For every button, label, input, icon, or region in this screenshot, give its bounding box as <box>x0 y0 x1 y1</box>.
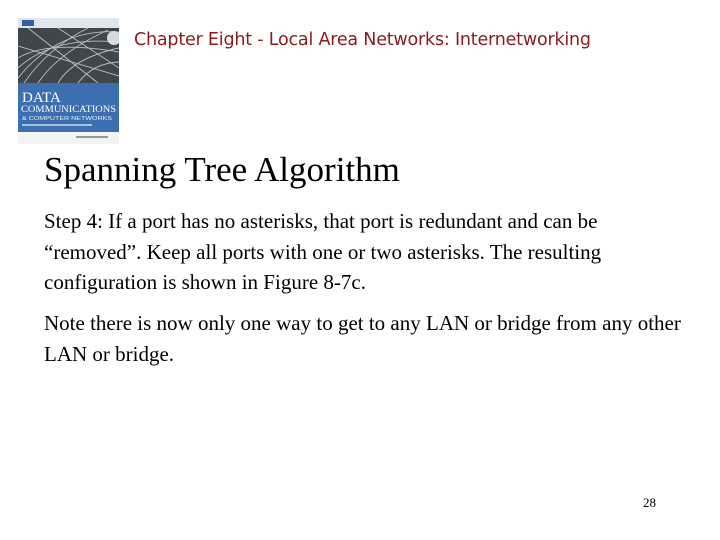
page-number: 28 <box>643 495 656 510</box>
book-cover-image <box>18 18 119 144</box>
cover-title-line1: DATA <box>22 90 61 106</box>
cover-title-line2: COMMUNICATIONS <box>21 105 117 115</box>
body-paragraph-note: Note there is now only one way to get to any LAN or bridge from any other LAN or bridge. <box>44 311 681 366</box>
chapter-header-title: Chapter Eight - Local Area Networks: Internetworking <box>134 30 591 50</box>
slide-title: Spanning Tree Algorithm <box>44 150 400 189</box>
body-paragraph-step4: Step 4: If a port has no asterisks, that port is redundant and can be “removed”. Keep all ports with one or two asterisks. The resulting configuration is shown in Figure 8-7c. <box>44 209 602 294</box>
cover-title-line3: & COMPUTER NETWORKS <box>22 116 113 122</box>
book-cover-graphic <box>18 18 119 144</box>
